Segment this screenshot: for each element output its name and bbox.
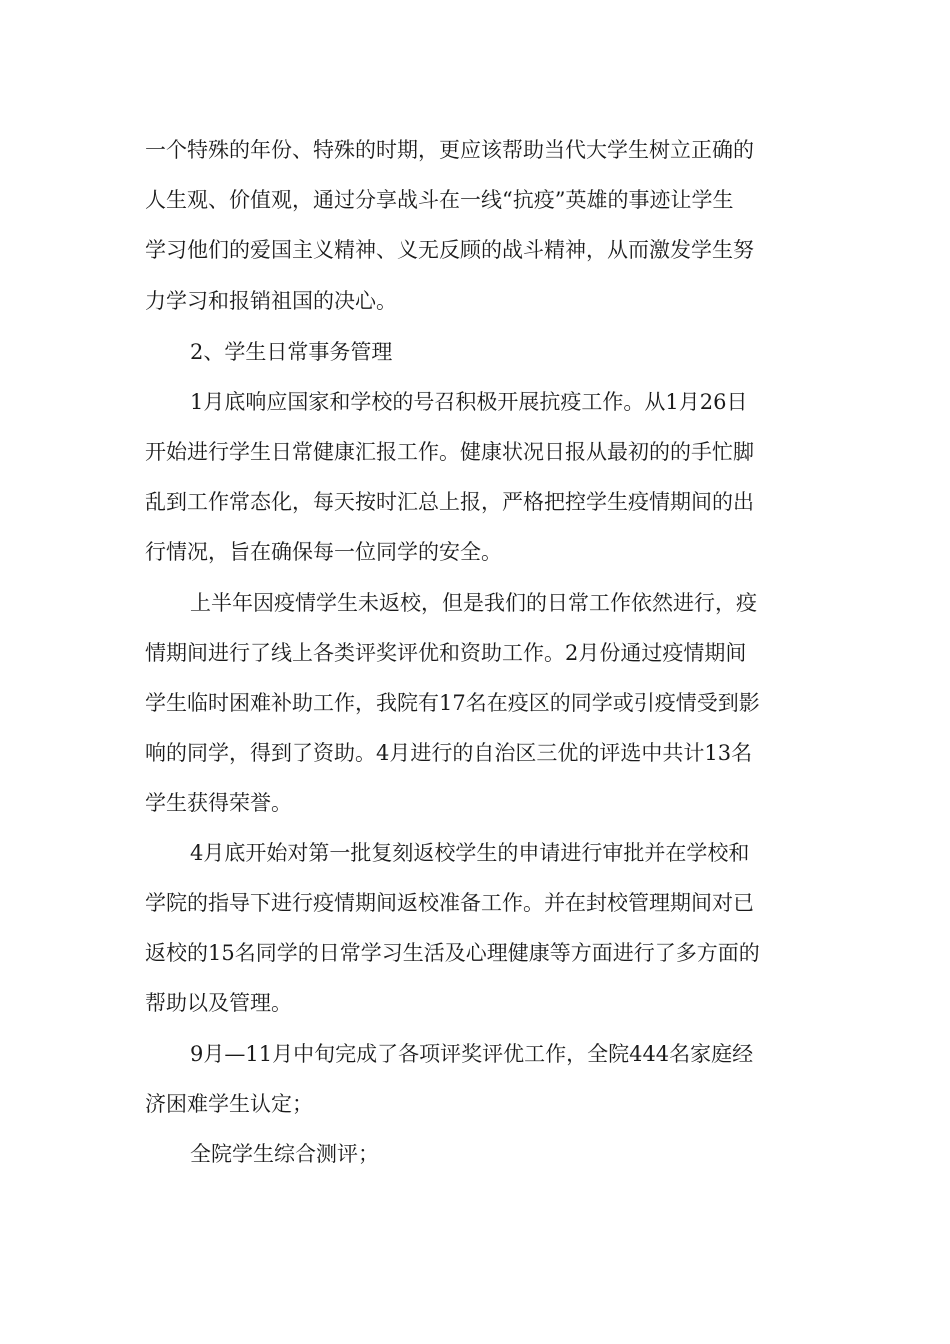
text-line: 帮助以及管理。 [145, 991, 292, 1015]
text-line: 济困难学生认定； [145, 1092, 313, 1116]
text-line: 情期间进行了线上各类评奖评优和资助工作。2月份通过疫情期间 [145, 641, 747, 665]
text-line: 9月—11月中旬完成了各项评奖评优工作，全院444名家庭经 [190, 1042, 754, 1066]
text-line: 响的同学，得到了资助。4月进行的自治区三优的评选中共计13名 [145, 741, 753, 765]
text-line: 4月底开始对第一批复刻返校学生的申请进行审批并在学校和 [190, 841, 750, 865]
text-line: 全院学生综合测评； [190, 1142, 379, 1166]
text-line: 返校的15名同学的日常学习生活及心理健康等方面进行了多方面的 [145, 941, 760, 965]
text-line: 开始进行学生日常健康汇报工作。健康状况日报从最初的的手忙脚 [145, 440, 754, 464]
text-line: 1月底响应国家和学校的号召积极开展抗疫工作。从1月26日 [190, 390, 748, 414]
text-line: 一个特殊的年份、特殊的时期，更应该帮助当代大学生树立正确的 [145, 138, 754, 162]
text-line: 力学习和报销祖国的决心。 [145, 289, 397, 313]
section-heading: 2、学生日常事务管理 [190, 340, 393, 364]
text-line: 上半年因疫情学生未返校，但是我们的日常工作依然进行，疫 [190, 591, 757, 615]
text-line: 学生临时困难补助工作，我院有17名在疫区的同学或引疫情受到影 [145, 691, 760, 715]
text-line: 行情况，旨在确保每一位同学的安全。 [145, 540, 502, 564]
text-line: 人生观、价值观，通过分享战斗在一线“抗疫”英雄的事迹让学生 [145, 188, 734, 212]
text-line: 学生获得荣誉。 [145, 791, 292, 815]
text-line: 乱到工作常态化，每天按时汇总上报，严格把控学生疫情期间的出 [145, 490, 754, 514]
text-line: 学院的指导下进行疫情期间返校准备工作。并在封校管理期间对已 [145, 891, 754, 915]
text-line: 学习他们的爱国主义精神、义无反顾的战斗精神，从而激发学生努 [145, 238, 754, 262]
